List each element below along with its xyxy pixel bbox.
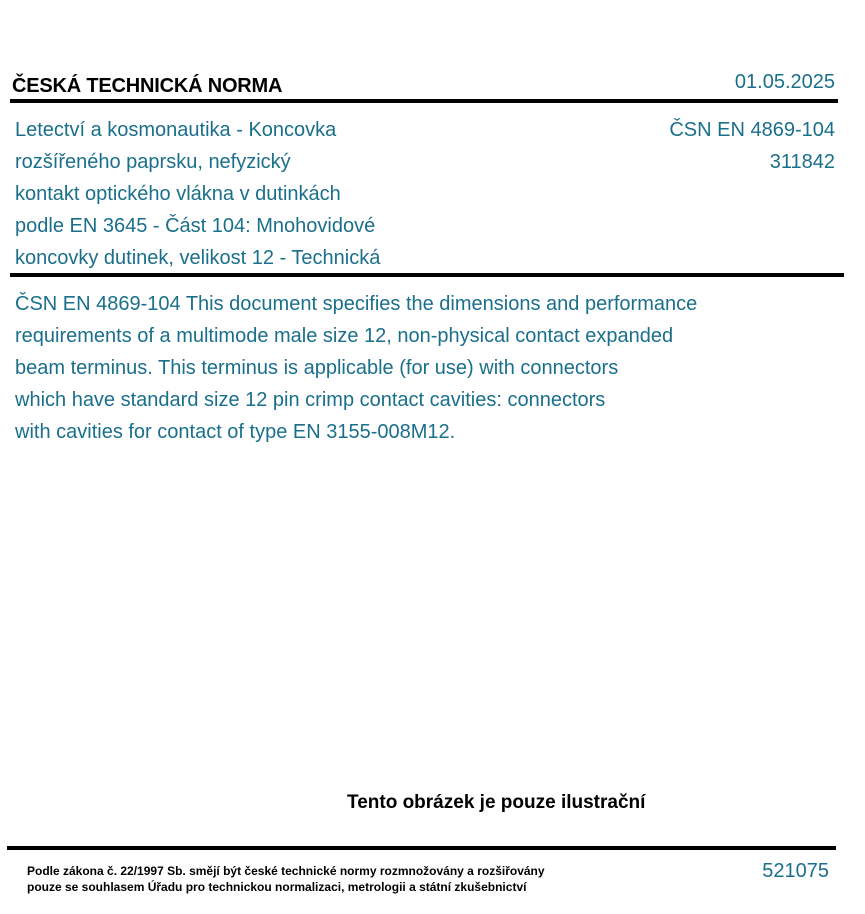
abstract-line: beam terminus. This terminus is applicable (for use) with connectors	[15, 357, 619, 379]
illustration-note: Tento obrázek je pouze ilustrační	[347, 792, 646, 813]
standard-title-line: podle EN 3645 - Část 104: Mnohovidové	[15, 215, 376, 237]
footer-divider	[7, 846, 836, 850]
legal-notice-line: pouze se souhlasem Úřadu pro technickou normalizaci, metrologii a státní zkušebnictví	[27, 880, 527, 894]
abstract-text	[15, 288, 775, 448]
standard-title-line: kontakt optického vlákna v dutinkách	[15, 183, 341, 205]
abstract-line: with cavities for contact of type EN 3155-008M12.	[15, 421, 456, 443]
title-divider	[10, 273, 844, 277]
standard-title-line: Letectví a kosmonautika - Koncovka	[15, 119, 337, 141]
header-divider	[10, 99, 838, 103]
classification-code: 311842	[769, 151, 835, 173]
abstract-line: which have standard size 12 pin crimp contact cavities: connectors	[15, 389, 606, 411]
standard-title-line: koncovky dutinek, velikost 12 - Technická	[15, 247, 381, 269]
standard-title-line: rozšířeného paprsku, nefyzický	[15, 151, 291, 173]
document-header-title: ČESKÁ TECHNICKÁ NORMA	[12, 75, 283, 97]
document-id: 521075	[762, 860, 829, 882]
publication-date: 01.05.2025	[734, 71, 835, 93]
legal-notice	[27, 863, 545, 895]
standard-title	[15, 114, 435, 274]
standard-number: ČSN EN 4869-104	[669, 119, 835, 141]
abstract-line: requirements of a multimode male size 12, non-physical contact expanded	[15, 325, 674, 347]
abstract-line: ČSN EN 4869-104 This document specifies the dimensions and performance	[15, 293, 698, 315]
legal-notice-line: Podle zákona č. 22/1997 Sb. smějí být české technické normy rozmnožovány a rozšiřovány	[27, 864, 545, 878]
